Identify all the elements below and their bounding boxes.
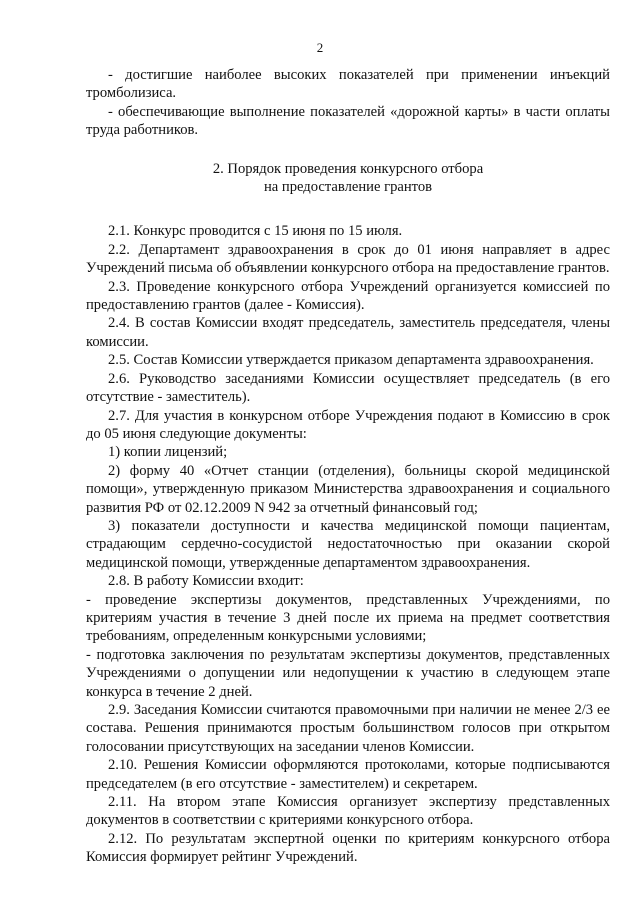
intro-item-2: - обеспечивающие выполнение показателей «дорожной карты» в части оплаты труда работников. <box>86 103 610 139</box>
intro-item-1: - достигшие наиболее высоких показателей при применении инъекций тромболизиса. <box>86 67 610 102</box>
paragraph-2-8: 2.8. В работу Комиссии входит: <box>108 573 304 590</box>
paragraph-2-10: 2.10. Решения Комиссии оформляются протоколами, которые подписываются председателем (в его отсутствие - заместителем) и секретарем. <box>86 757 610 792</box>
paragraph-2-12: 2.12. По результатам экспертной оценки по критериям конкурсного отбора Комиссия формирует рейтинг Учреждений. <box>86 830 610 866</box>
paragraph-2-4: 2.4. В состав Комиссии входят председатель, заместитель председателя, члены комиссии. <box>86 315 610 350</box>
paragraph-2-9: 2.9. Заседания Комиссии считаются правомочными при наличии не менее 2/3 ее состава. Решения принимаются простым большинством голосов при открытом голосовании присутствующих на заседании членов Комиссии. <box>86 702 610 755</box>
paragraph-2-6: 2.6. Руководство заседаниями Комиссии осуществляет председатель (в его отсутствие - заместитель). <box>86 370 610 406</box>
duty-item-2: - подготовка заключения по результатам экспертизы документов, представленных Учреждениями о допущении или недопущении к участию в следующем этапе конкурса в течение 2 дней. <box>86 646 610 700</box>
paragraph-2-7: 2.7. Для участия в конкурсном отборе Учреждения подают в Комиссию в срок до 05 июня следующие документы: <box>86 407 610 442</box>
section-heading <box>86 160 610 197</box>
list-item-3: 3) показатели доступности и качества медицинской помощи пациентам, страдающим сердечно-сосудистой недостаточностью при оказании скорой медицинской помощи, утвержденные департаментом здравоохранения. <box>86 517 610 571</box>
paragraph-2-5: 2.5. Состав Комиссии утверждается приказом департамента здравоохранения. <box>108 352 594 369</box>
duty-item-1: - проведение экспертизы документов, представленных Учреждениями, по критериям участия в течение 3 дней после их приема на предмет соответствия требованиям, определенным конкурсными условиями; <box>86 591 610 645</box>
paragraph-2-2: 2.2. Департамент здравоохранения в срок до 01 июня направляет в адрес Учреждений письма об объявлении конкурсного отбора на предоставление грантов. <box>86 241 610 277</box>
paragraph-2-3: 2.3. Проведение конкурсного отбора Учреждений организуется комиссией по предоставлению грантов (далее - Комиссия). <box>86 278 610 314</box>
section-heading-line-2: на предоставление грантов <box>263 179 433 196</box>
paragraph-2-11: 2.11. На втором этапе Комиссия организует экспертизу представленных документов в соответствии с критериями конкурсного отбора. <box>86 794 610 829</box>
document-body <box>86 66 610 867</box>
list-item-2: 2) форму 40 «Отчет станции (отделения), больницы скорой медицинской помощи», утвержденную приказом Министерства здравоохранения и социального развития РФ от 02.12.2009 N 942 за отчетный финансовый год; <box>86 462 610 516</box>
page-number: 2 <box>316 40 324 55</box>
section-heading-line-1: 2. Порядок проведения конкурсного отбора <box>212 160 484 177</box>
list-item-1: 1) копии лицензий; <box>108 444 228 461</box>
paragraph-2-1: 2.1. Конкурс проводится с 15 июня по 15 июля. <box>108 223 403 240</box>
